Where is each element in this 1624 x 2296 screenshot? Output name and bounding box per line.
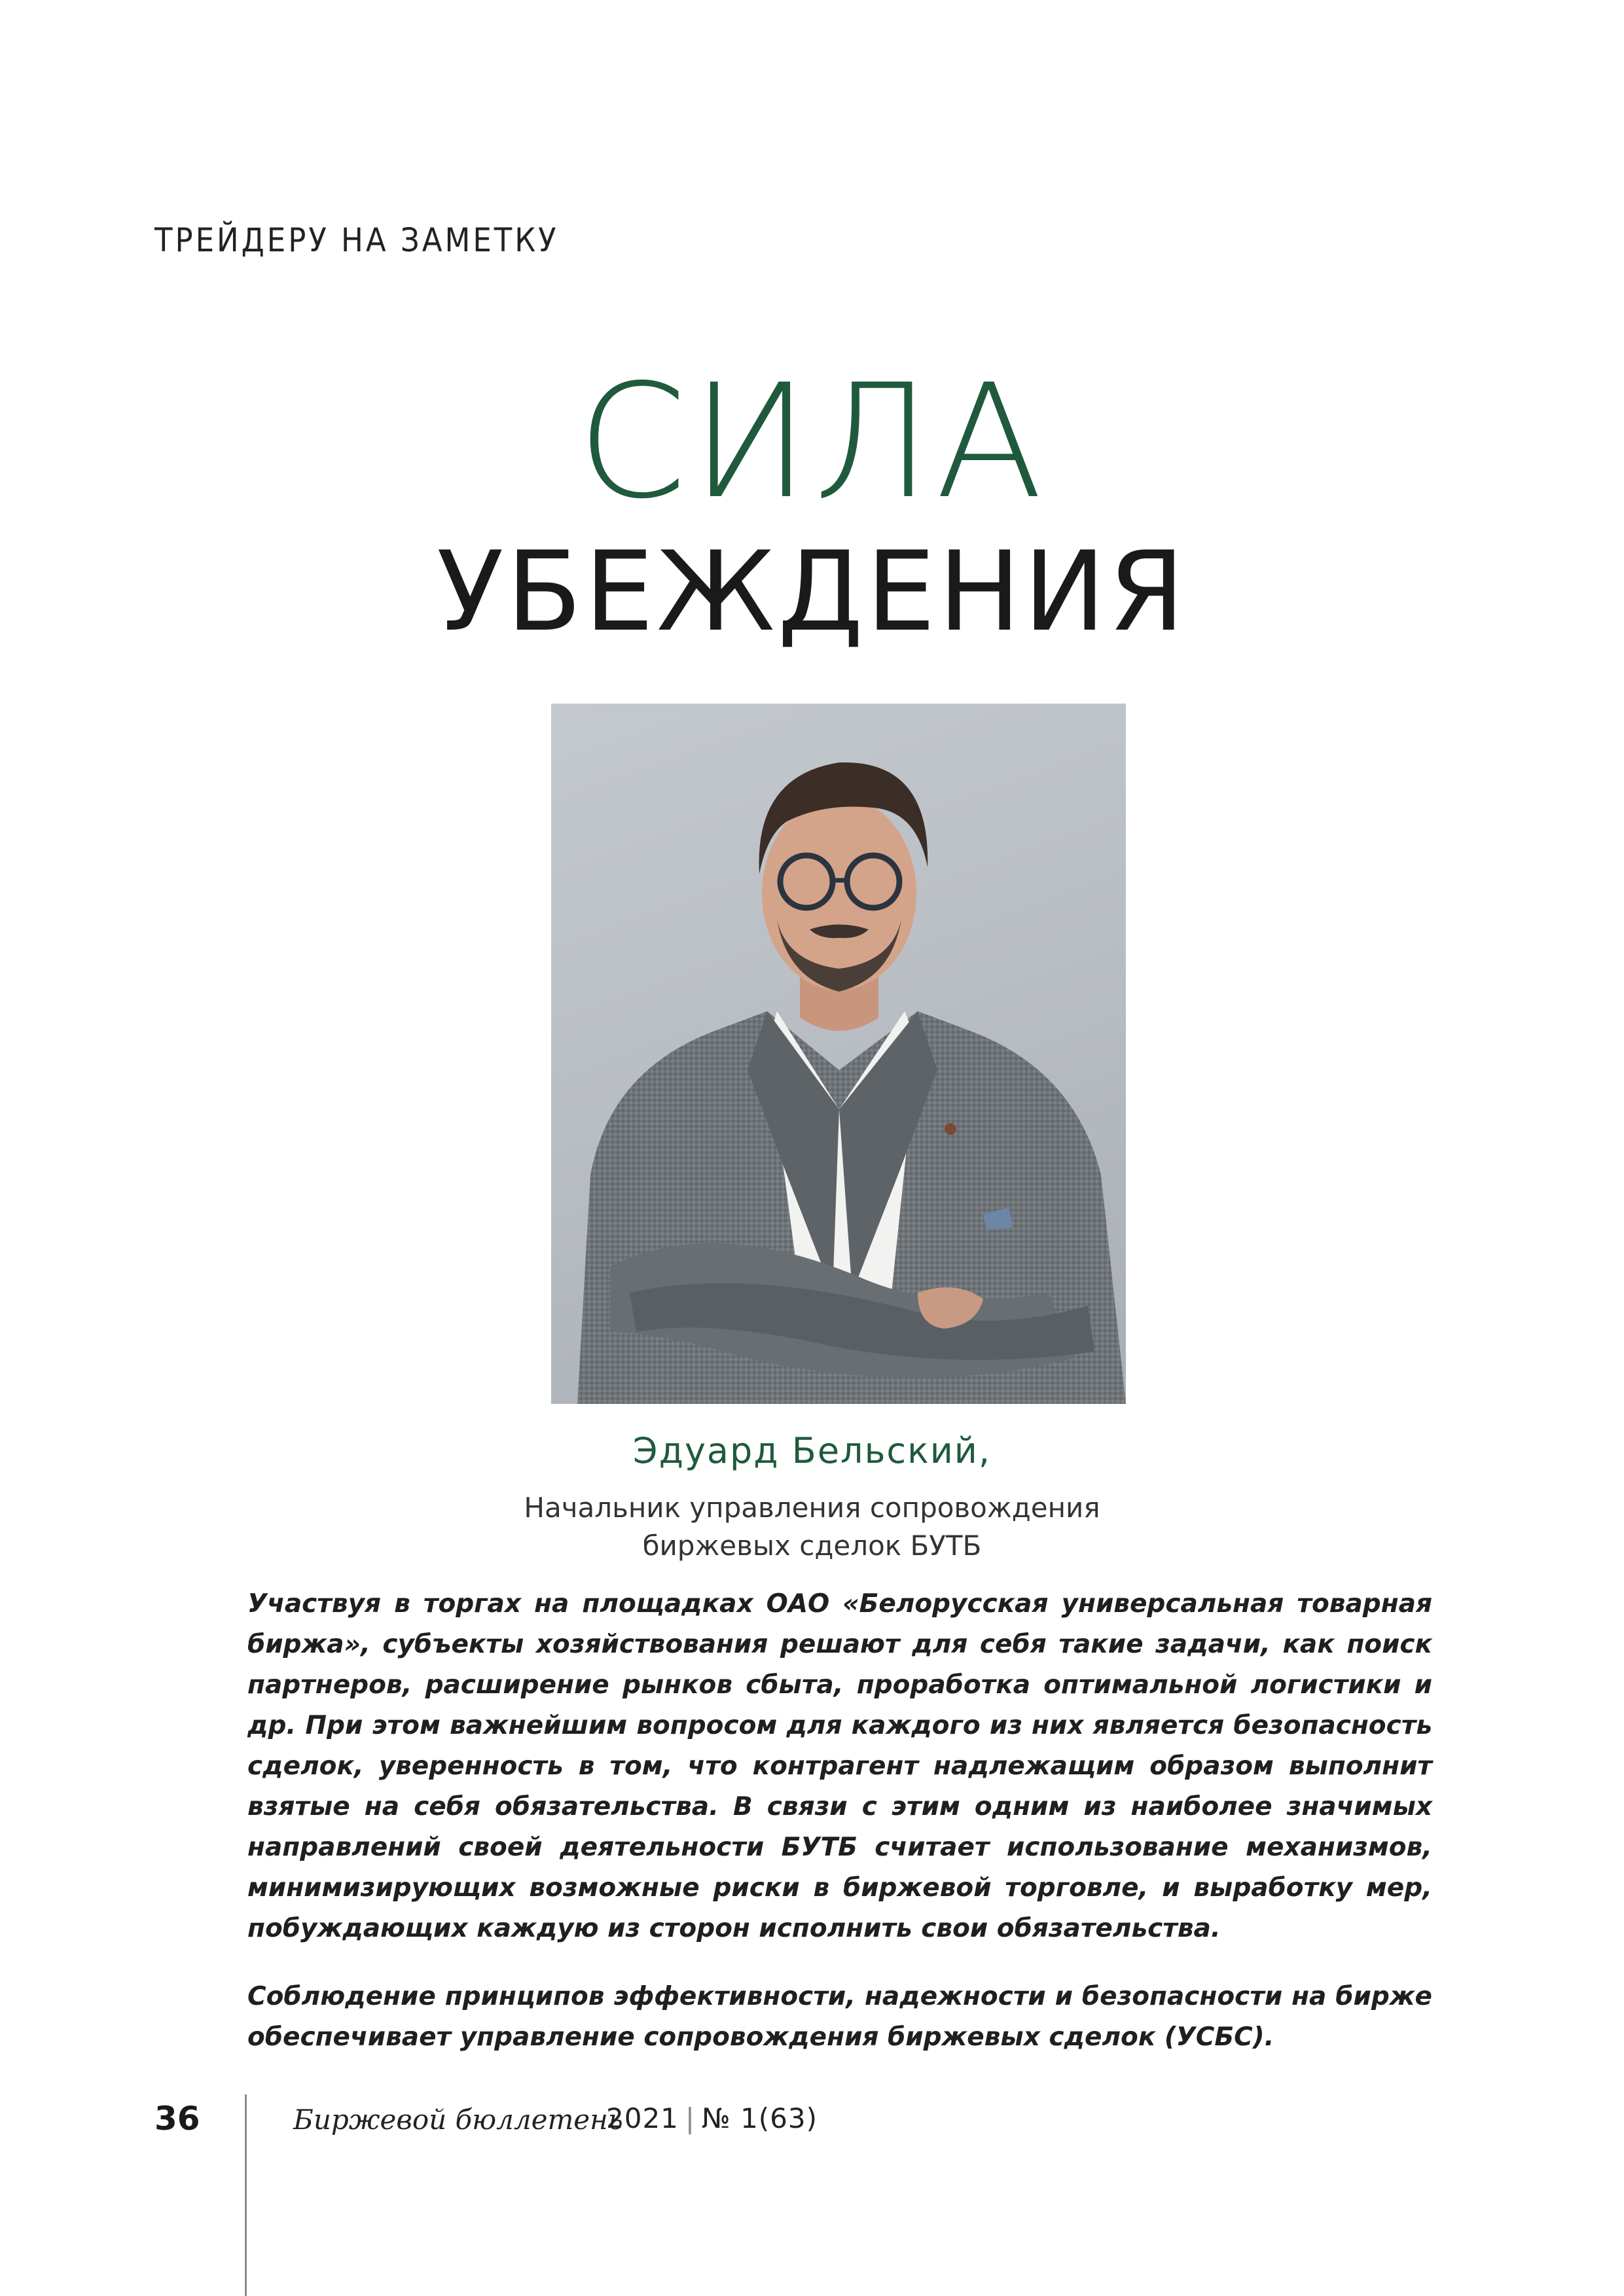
section-label: ТРЕЙДЕРУ НА ЗАМЕТКУ <box>154 221 559 259</box>
article-title-sub: УБЕЖДЕНИЯ <box>437 528 1187 656</box>
publication-issue <box>606 2102 818 2134</box>
author-role-line2: биржевых сделок БУТБ <box>642 1529 982 1562</box>
issue-separator: | <box>685 2102 696 2134</box>
footer-divider <box>245 2094 247 2296</box>
lead-paragraph: Соблюдение принципов эффективности, надежности и безопасности на бирже обеспечивает управление сопровождения биржевых сделок (УСБС). <box>247 1982 1432 2052</box>
author-name: Эдуард Бельский, <box>632 1430 992 1471</box>
author-role <box>0 1489 1624 1565</box>
article-title-main: СИЛА <box>577 350 1047 533</box>
author-role-line1: Начальник управления сопровождения <box>524 1492 1100 1524</box>
page-number: 36 <box>154 2100 200 2138</box>
publication-issue-number: № 1(63) <box>702 2102 818 2134</box>
lead-text <box>247 1584 1432 2085</box>
lead-paragraph: Участвуя в торгах на площадках ОАО «Белорусская универсальная товарная биржа», субъекты хозяйствования решают для себя такие задачи, как поиск партнеров, расширение рынков сбыта, проработка оптимальной логистики и др. При этом важнейшим вопросом для каждого из них является безопасность сделок, уверенность в том, что контрагент надлежащим образом выполнит взятые на себя обязательства. В связи с этим одним из наиболее значимых направлений своей деятельности БУТБ считает использование механизмов, минимизирующих возможные риски в биржевой торговле, и выработку мер, побуждающих каждую из сторон исполнить свои обязательства. <box>247 1589 1432 1943</box>
author-photo <box>551 704 1126 1404</box>
publication-name: Биржевой бюллетень <box>293 2104 623 2136</box>
publication-year: 2021 <box>606 2102 679 2134</box>
